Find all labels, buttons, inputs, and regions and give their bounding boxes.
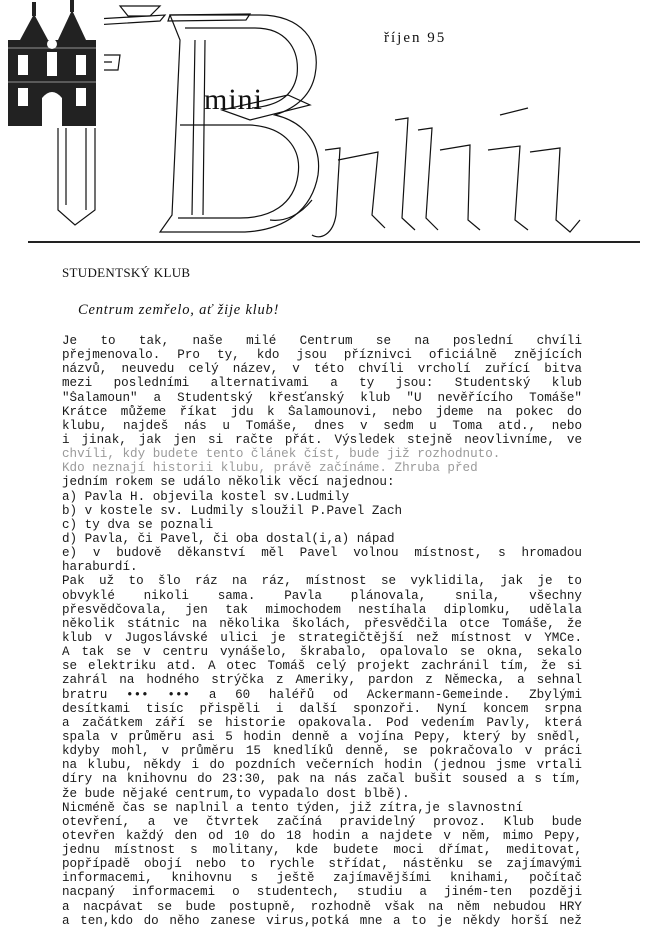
- article-line: zahrál na hodného strýčka z Ameriky, pardon z Německa, a sehnal: [62, 673, 582, 688]
- article-line: díry na knihovnu do 23:30, pak na nás začal bušit soused a s tím,: [62, 772, 582, 787]
- article-line: se elektriku atd. A otec Tomáš celý projekt zachránil tím, že si: [62, 659, 582, 674]
- article-line: že bude nějaké centrum,to vypadalo dost blbě).: [62, 786, 410, 801]
- article-line: jednu místnost s molitany, kde budete moci dřímat, meditovat,: [62, 843, 582, 858]
- masthead: [0, 0, 659, 250]
- article-line: Krátce můžeme říkat jdu k Šalamounovi, nebo jdeme na pokec do: [62, 404, 582, 419]
- article-line: chvíli, kdy budete tento článek číst, bude již rozhodnuto.: [62, 447, 501, 462]
- article-line: několik státnic na několika školách, přesvědčila otce Tomáše, že: [62, 616, 582, 631]
- article-line: A tak se v centru vynášelo, škrabalo, opalovalo se okna, sekalo: [62, 645, 582, 660]
- article-line: spala v průměru asi 5 hodin denně a vojína Pepy, který by snědl,: [62, 729, 582, 744]
- article-line: bratru ••• ••• a 60 haléřů od Ackermann-Gemeinde. Zbylými: [62, 687, 582, 702]
- article-line: a nacpávat se bude postupně, rozhodně však na něm nebudou HRY: [62, 899, 582, 914]
- article-line: obvyklé nikoli sama. Pavla plánovala, snila, všechny: [62, 588, 582, 603]
- article-line: haraburdí.: [62, 560, 138, 575]
- masthead-mini: mini: [204, 83, 264, 116]
- article-line: kdyby mohl, v průměru 15 knedlíků denně, se pokračovalo v práci: [62, 744, 582, 759]
- article-line: na klubu, někdy i do pozdních večerních hodin (jednou jsme vrtali: [62, 758, 582, 773]
- article-line: "Šalamoun" a Studentský křesťanský klub "U nevěřícího Tomáše": [62, 390, 582, 405]
- article-line: názvů, neuvedu celý název, v této chvíli vrcholí zuřící bitva: [62, 362, 582, 377]
- article-line: Kdo neznají historii klubu, právě začínáme. Zhruba před: [62, 461, 478, 476]
- article-line: i jinak, jak jen si račte přát. Výsledek stejně neovlivníme, ve: [62, 432, 582, 447]
- section-heading: STUDENTSKÝ KLUB: [62, 265, 191, 280]
- article-line: přesvědčovala, jen tak mimochodem nestíhala diplomku, udělala: [62, 602, 582, 617]
- church-illustration: [0, 0, 104, 128]
- article-line: a) Pavla H. objevila kostel sv.Ludmily: [62, 489, 350, 504]
- article-line: informacemi, knihovnu s ještě zajímavějšími knihami, počítač: [62, 871, 582, 886]
- article-line: nacpaný informacemi o studentech, studiu a jiném-ten později: [62, 885, 582, 900]
- article-line: d) Pavla, či Pavel, či oba dostal(i,a) nápad: [62, 531, 395, 546]
- article-body: [62, 334, 582, 928]
- article-subtitle: Centrum zemřelo, ať žije klub!: [78, 302, 280, 318]
- article-line: desítkami tisíc přispěli i další sponzoři. Nyní koncem srpna: [62, 701, 582, 716]
- article-line: b) v kostele sv. Ludmily sloužil P.Pavel Zach: [62, 503, 403, 518]
- article-line: klubu, najdeš nás u Tomáše, dnes v sedm u Toma atd., nebo: [62, 418, 582, 433]
- article-line: Je to tak, naše milé Centrum se na poslední chvíli: [62, 334, 582, 348]
- article-line: klub v Jugoslávské ulici je strategičtější než místnost v YMCe.: [62, 630, 582, 645]
- article-line: Pak už to šlo ráz na ráz, místnost se vyklidila, jak je to: [62, 574, 582, 589]
- article-line: přejmenovalo. Pro ty, kdo jsou příznivci oficiálně znějících: [62, 348, 582, 363]
- article-line: jedním rokem se událo několik věcí najednou:: [62, 475, 395, 490]
- article-line: Nicméně čas se naplnil a tento týden, již zítra,je slavnostní: [62, 800, 524, 815]
- article-line: otevření, a ve čtvrtek začíná pravidelný provoz. Klub bude: [62, 814, 582, 829]
- article-line: a ten,kdo do něho zanese virus,potká mne a to je někdy horší než: [62, 913, 582, 928]
- article-line: popřípadě obojí nebo to rychle střídat, nástěnku se zajímavými: [62, 857, 582, 872]
- article-line: mezi posledními alternativami a ty jsou: Studentský klub: [62, 376, 582, 391]
- masthead-rule: [28, 241, 640, 243]
- issue-date: říjen 95: [384, 30, 447, 46]
- article-line: otevřen každý den od 10 do 18 hodin a najdete v něm, mimo Pepy,: [62, 828, 582, 843]
- article-line: e) v budově děkanství měl Pavel volnou místnost, s hromadou: [62, 546, 582, 561]
- article-line: a začátkem září se historie opakovala. Pod vedením Pavly, která: [62, 715, 582, 730]
- article-line: c) ty dva se poznali: [62, 517, 214, 532]
